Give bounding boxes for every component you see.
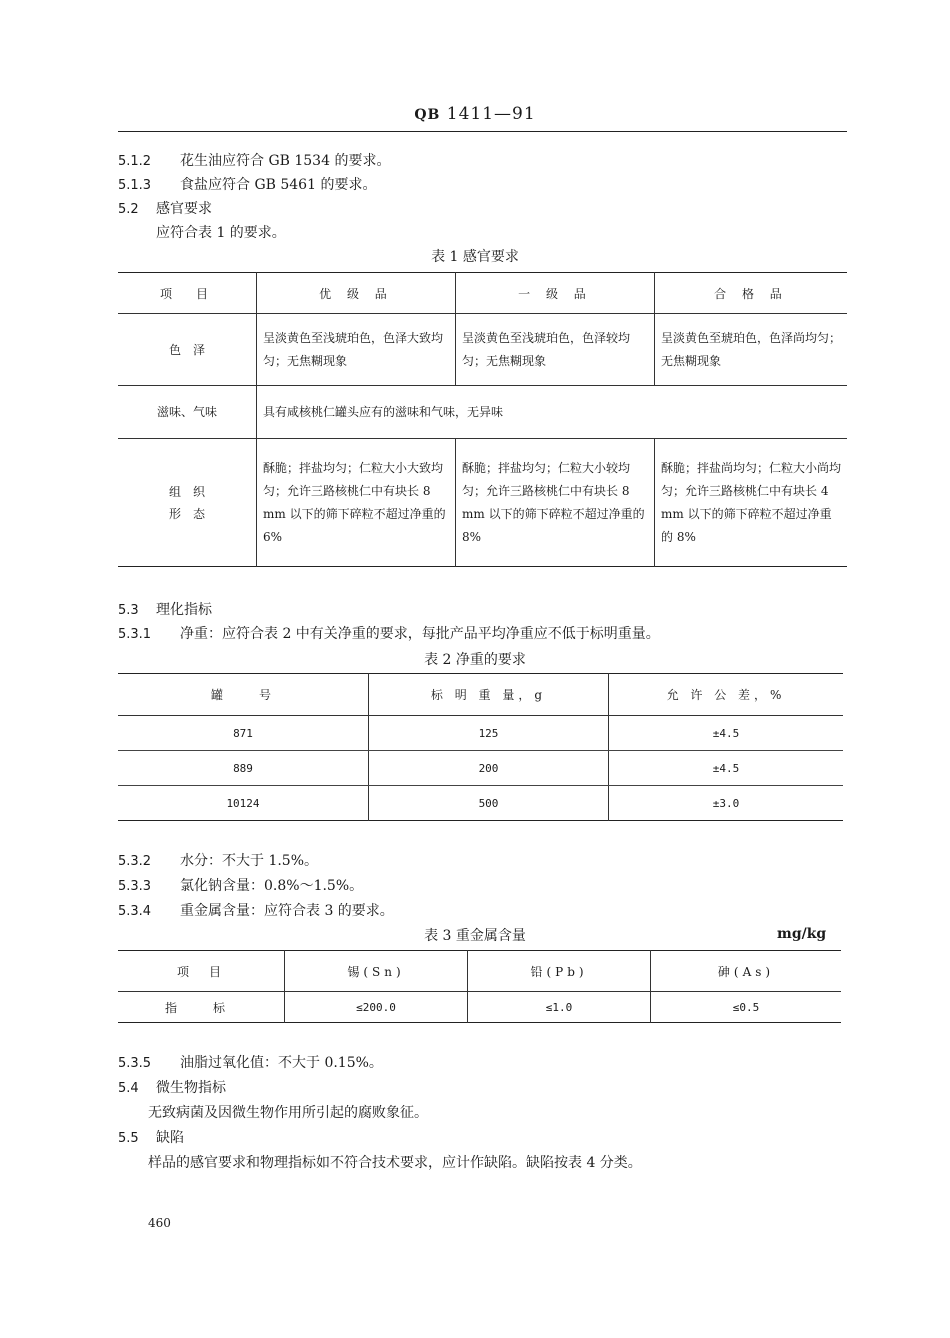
tin-value: ≤200.0 bbox=[285, 992, 468, 1023]
table2-caption: 表 2 净重的要求 bbox=[424, 652, 526, 668]
clause-number: 5.4 bbox=[118, 1081, 139, 1096]
clause-number: 5.3.4 bbox=[118, 904, 152, 919]
col-lead: 铅(Pb) bbox=[468, 951, 651, 992]
net-weight-table bbox=[118, 673, 843, 821]
col-arsenic: 砷(As) bbox=[651, 951, 842, 992]
clause-5-5 bbox=[118, 1127, 184, 1147]
labeled-weight: 500 bbox=[369, 786, 609, 821]
clause-number: 5.3.5 bbox=[118, 1056, 152, 1071]
col-can-number: 罐 号 bbox=[118, 674, 369, 716]
row-label: 指 标 bbox=[164, 1000, 237, 1015]
table-row bbox=[118, 386, 847, 439]
row-item: 色 泽 bbox=[168, 342, 205, 357]
page-number: 460 bbox=[148, 1216, 171, 1230]
clause-number: 5.5 bbox=[118, 1131, 139, 1146]
clause-text: 油脂过氧化值：不大于 0.15%。 bbox=[180, 1055, 383, 1071]
clause-5-3-2 bbox=[118, 850, 318, 870]
clause-number: 5.2 bbox=[118, 202, 139, 217]
heavy-metal-table bbox=[118, 950, 841, 1023]
table-row bbox=[118, 751, 843, 786]
clause-text: 重金属含量：应符合表 3 的要求。 bbox=[180, 903, 394, 919]
standard-code: 1411—91 bbox=[446, 104, 536, 124]
clause-5-3-1 bbox=[118, 623, 660, 643]
clause-5-3 bbox=[118, 599, 212, 619]
labeled-weight: 200 bbox=[369, 751, 609, 786]
clause-number: 5.1.3 bbox=[118, 178, 152, 193]
table-header-row bbox=[118, 674, 843, 716]
clause-text: 缺陷 bbox=[156, 1130, 184, 1146]
col-item: 项 目 bbox=[118, 273, 257, 314]
row-item bbox=[118, 439, 257, 567]
cell: 酥脆；拌盐均匀；仁粒大小大致均匀；允许三路核桃仁中有块长 8 mm 以下的筛下碎粒不超过净重的 6% bbox=[257, 439, 456, 567]
clause-5-3-4 bbox=[118, 900, 394, 920]
table-row bbox=[118, 439, 847, 567]
col-labeled-weight: 标 明 重 量，g bbox=[369, 674, 609, 716]
tolerance: ±4.5 bbox=[609, 716, 844, 751]
clause-text: 花生油应符合 GB 1534 的要求。 bbox=[180, 153, 391, 169]
tolerance: ±3.0 bbox=[609, 786, 844, 821]
clause-5-1-3 bbox=[118, 174, 376, 194]
clause-text: 水分：不大于 1.5%。 bbox=[180, 853, 319, 869]
table-header-row bbox=[118, 951, 841, 992]
cell: 酥脆；拌盐均匀；仁粒大小较均匀；允许三路核桃仁中有块长 8 mm 以下的筛下碎粒不超过净重的 8% bbox=[456, 439, 655, 567]
arsenic-value: ≤0.5 bbox=[651, 992, 842, 1023]
col-tolerance: 允 许 公 差，% bbox=[609, 674, 844, 716]
cell: 呈淡黄色至琥珀色，色泽尚均匀；无焦糊现象 bbox=[655, 314, 848, 386]
can-number: 871 bbox=[118, 716, 369, 751]
col-item: 项 目 bbox=[118, 951, 285, 992]
standard-prefix: QB bbox=[414, 107, 441, 123]
page-header bbox=[0, 104, 950, 124]
can-number: 10124 bbox=[226, 796, 260, 810]
col-superior: 优 级 品 bbox=[257, 273, 456, 314]
table-row bbox=[118, 786, 843, 821]
clause-number: 5.3.3 bbox=[118, 879, 152, 894]
clause-text: 微生物指标 bbox=[156, 1080, 226, 1096]
col-first-grade: 一 级 品 bbox=[456, 273, 655, 314]
clause-number: 5.3.1 bbox=[118, 627, 152, 642]
row-item: 滋味、气味 bbox=[156, 405, 217, 419]
can-number: 889 bbox=[118, 751, 369, 786]
lead-value: ≤1.0 bbox=[468, 992, 651, 1023]
table-row bbox=[118, 992, 841, 1023]
col-qualified: 合 格 品 bbox=[655, 273, 848, 314]
table-row bbox=[118, 716, 843, 751]
table3-unit: mg/kg bbox=[777, 926, 827, 942]
clause-text: 氯化钠含量：0.8%～1.5%。 bbox=[180, 878, 364, 894]
clause-5-1-2 bbox=[118, 150, 390, 170]
clause-5-4 bbox=[118, 1077, 226, 1097]
table-row bbox=[118, 314, 847, 386]
clause-5-2-body: 应符合表 1 的要求。 bbox=[156, 225, 286, 241]
clause-5-5-body: 样品的感官要求和物理指标如不符合技术要求，应计作缺陷。缺陷按表 4 分类。 bbox=[148, 1155, 642, 1171]
col-tin: 锡(Sn) bbox=[285, 951, 468, 992]
row-item-line: 形 态 bbox=[168, 506, 205, 521]
cell: 呈淡黄色至浅琥珀色，色泽较均匀；无焦糊现象 bbox=[456, 314, 655, 386]
labeled-weight: 125 bbox=[369, 716, 609, 751]
sensory-requirements-table bbox=[118, 272, 847, 567]
cell: 酥脆；拌盐尚均匀；仁粒大小尚均匀；允许三路核桃仁中有块长 4 mm 以下的筛下碎粒不超过净重的 8% bbox=[655, 439, 848, 567]
clause-number: 5.3.2 bbox=[118, 854, 152, 869]
clause-number: 5.3 bbox=[118, 603, 139, 618]
clause-5-2 bbox=[118, 198, 212, 218]
clause-text: 感官要求 bbox=[156, 201, 212, 217]
clause-text: 净重：应符合表 2 中有关净重的要求，每批产品平均净重应不低于标明重量。 bbox=[180, 626, 660, 642]
clause-text: 食盐应符合 GB 5461 的要求。 bbox=[180, 177, 377, 193]
merged-cell: 具有咸核桃仁罐头应有的滋味和气味，无异味 bbox=[257, 386, 848, 439]
table3-caption: 表 3 重金属含量 bbox=[424, 928, 526, 944]
clause-5-3-5 bbox=[118, 1052, 383, 1072]
clause-5-3-3 bbox=[118, 875, 363, 895]
table1-caption: 表 1 感官要求 bbox=[431, 249, 519, 265]
table-header-row bbox=[118, 273, 847, 314]
tolerance: ±4.5 bbox=[609, 751, 844, 786]
clause-text: 理化指标 bbox=[156, 602, 212, 618]
clause-5-4-body: 无致病菌及因微生物作用所引起的腐败象征。 bbox=[148, 1105, 428, 1121]
header-rule bbox=[118, 131, 847, 132]
clause-number: 5.1.2 bbox=[118, 154, 152, 169]
cell: 呈淡黄色至浅琥珀色，色泽大致均匀；无焦糊现象 bbox=[257, 314, 456, 386]
row-item-line: 组 织 bbox=[168, 484, 205, 499]
